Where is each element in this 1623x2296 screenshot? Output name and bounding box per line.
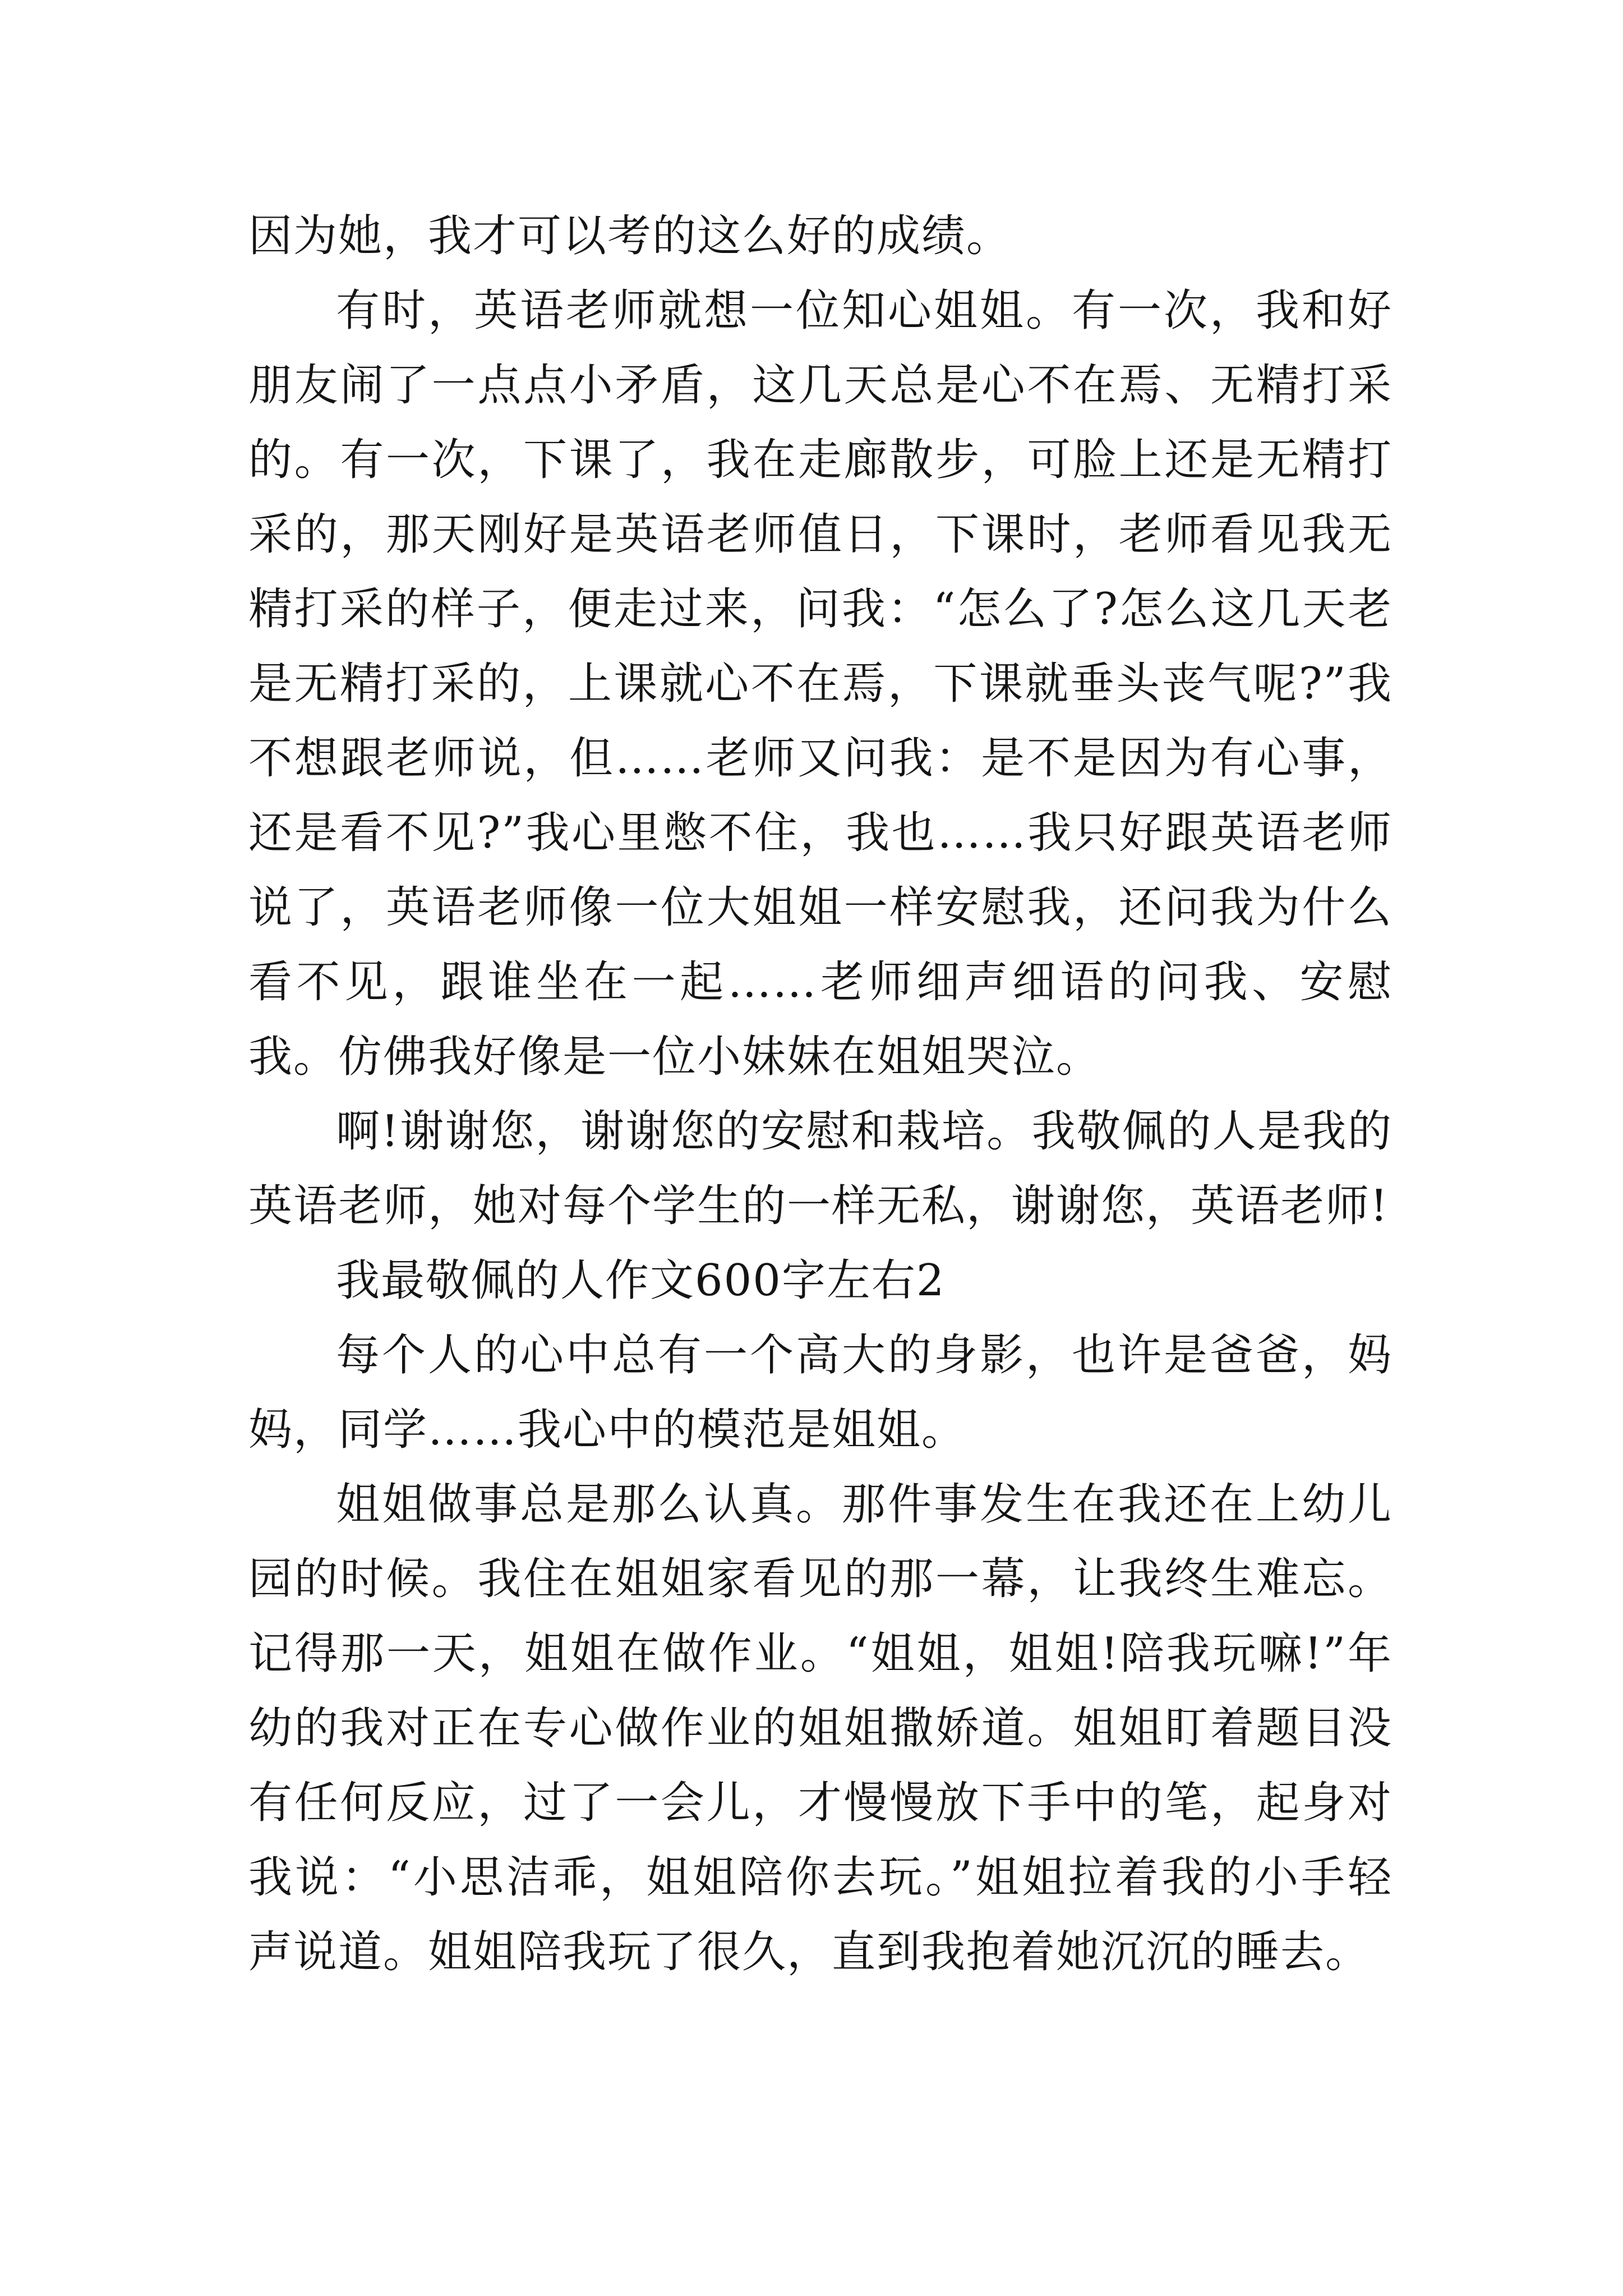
paragraph-4: 每个人的心中总有一个高大的身影，也许是爸爸，妈妈，同学……我心中的模范是姐姐。 [248,1330,1393,1455]
paragraph-2: 有时，英语老师就想一位知心姐姐。有一次，我和好朋友闹了一点点小矛盾，这几天总是心不在焉、无精打采的。有一次，下课了，我在走廊散步，可脸上还是无精打采的，那天刚好是英语老师值日，下课时，老师看见我无精打采的样子，便走过来，问我：“怎么了?怎么这几天老是无精打采的，上课就心不在焉，下课就垂头丧气呢?”我不想跟老师说，但……老师又问我：是不是因为有心事，还是看不见?”我心里憋不住，我也……我只好跟英语老师说了，英语老师像一位大姐姐一样安慰我，还问我为什么看不见，跟谁坐在一起……老师细声细语的问我、安慰我。仿佛我好像是一位小妹妹在姐姐哭泣。 [248,286,1393,1082]
paragraph-5: 姐姐做事总是那么认真。那件事发生在我还在上幼儿园的时候。我住在姐姐家看见的那一幕，让我终生难忘。记得那一天，姐姐在做作业。“姐姐，姐姐!陪我玩嘛!”年幼的我对正在专心做作业的姐姐撒娇道。姐姐盯着题目没有任何反应，过了一会儿，才慢慢放下手中的笔，起身对我说：“小思洁乖，姐姐陪你去玩。”姐姐拉着我的小手轻声说道。姐姐陪我玩了很久，直到我抱着她沉沉的睡去。 [248,1479,1393,1977]
section-heading: 我最敬佩的人作文600字左右2 [336,1255,946,1306]
paragraph-1: 因为她，我才可以考的这么好的成绩。 [248,211,1012,261]
document-body [248,199,1393,1990]
paragraph-3: 啊!谢谢您，谢谢您的安慰和栽培。我敬佩的人是我的英语老师，她对每个学生的一样无私，谢谢您，英语老师! [248,1106,1393,1231]
